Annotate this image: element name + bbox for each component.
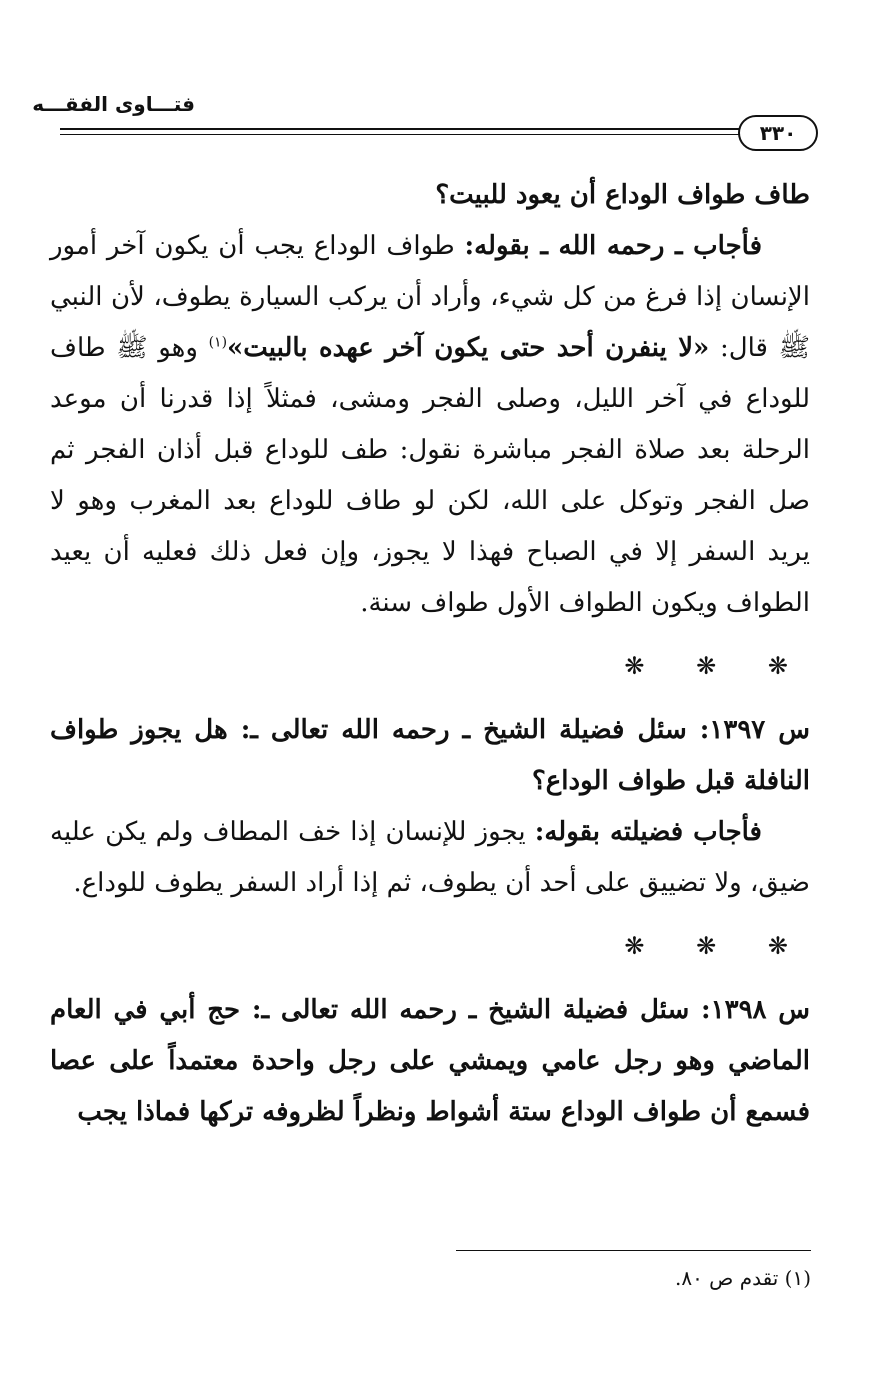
section-separator: ❋ ❋ ❋ <box>624 932 810 960</box>
footnote-rule <box>456 1250 811 1251</box>
answer-text-continued: وهو ﷺ طاف للوداع في آخر الليل، وصلى الفجر ومشى، فمثلاً إذا قدرنا أن موعد الرحلة بعد صلاة الفجر مباشرة نقول: طف للوداع قبل أذان الفجر ثم صل الفجر وتوكل على الله، لكن لو طاف للوداع بعد المغرب وهو لا يريد السفر إلا في الصباح فهذا لا يجوز، وإن فعل ذلك فعليه أن يعيد الطواف ويكون الطواف الأول طواف سنة. <box>50 333 810 618</box>
answer-paragraph <box>50 807 810 909</box>
hadith-quote: «لا ينفرن أحد حتى يكون آخر عهده بالبيت» <box>227 333 710 363</box>
running-header-title: فتـــاوى الفقـــه <box>32 92 195 116</box>
header-rule <box>60 128 743 130</box>
answer-paragraph <box>50 221 810 629</box>
answer-text: يجوز للإنسان إذا خف المطاف ولم يكن عليه ضيق، ولا تضييق على أحد أن يطوف، ثم إذا أراد السفر يطوف للوداع. <box>50 817 810 898</box>
question-continuation: طاف طواف الوداع أن يعود للبيت؟ <box>435 180 810 210</box>
page-number: ٣٣٠ <box>738 115 818 151</box>
page-body <box>50 170 810 1138</box>
question-1398: س ١٣٩٨: سئل فضيلة الشيخ ـ رحمه الله تعالى ـ: حج أبي في العام الماضي وهو رجل عامي ويمشي على رجل واحدة معتمداً على عصا فسمع أن طواف الوداع ستة أشواط ونظراً لظروفه تركها فماذا يجب <box>50 995 811 1127</box>
answer-lead: فأجاب فضيلته بقوله: <box>534 817 762 847</box>
answer-text: طواف الوداع يجب أن يكون آخر أمور الإنسان إذا فرغ من كل شيء، وأراد أن يركب السيارة يطوف، لأن النبي ﷺ قال: <box>50 231 810 363</box>
footnote-marker: (١) <box>208 334 228 351</box>
footnote: (١) تقدم ص ٨٠. <box>674 1266 811 1290</box>
question-1397: س ١٣٩٧: سئل فضيلة الشيخ ـ رحمه الله تعالى ـ: هل يجوز طواف النافلة قبل طواف الوداع؟ <box>50 715 811 796</box>
answer-lead: فأجاب ـ رحمه الله ـ بقوله: <box>464 231 763 261</box>
section-separator: ❋ ❋ ❋ <box>624 652 810 680</box>
header-rule-thin <box>60 134 743 135</box>
